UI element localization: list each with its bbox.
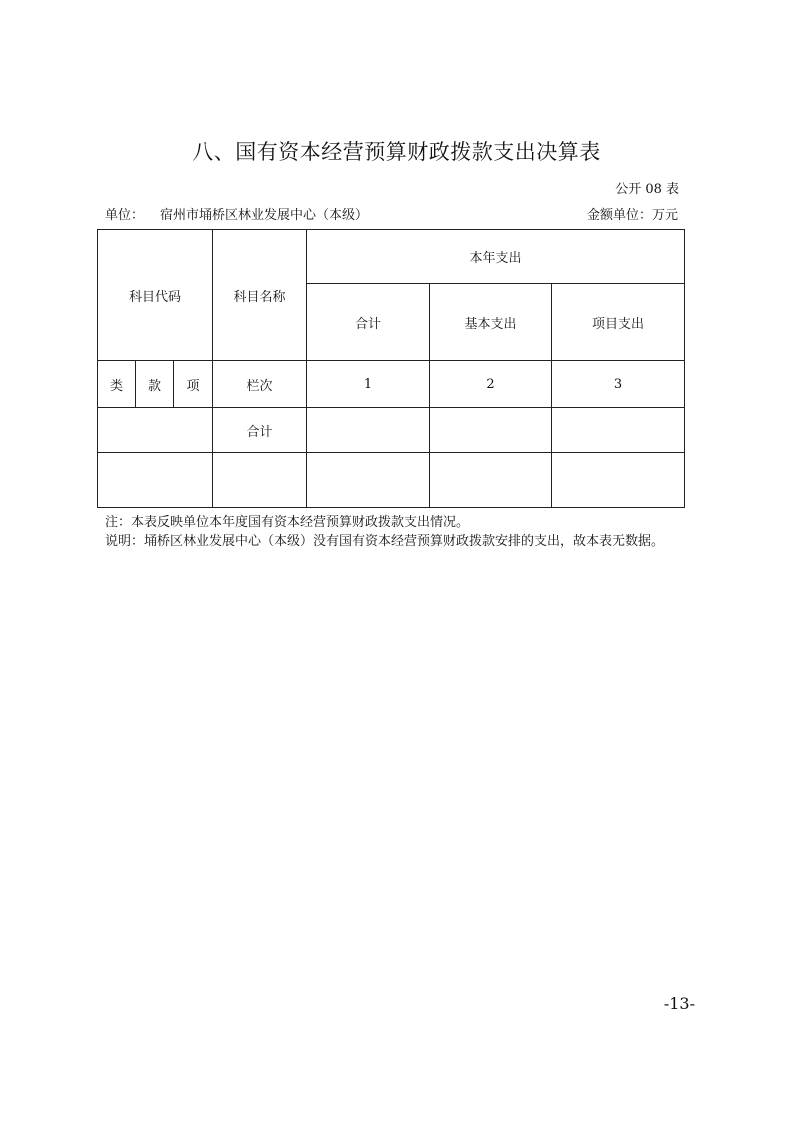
header-xiang: 项 (174, 361, 213, 408)
header-lei: 类 (98, 361, 136, 408)
cell-empty (430, 408, 552, 453)
header-year-expense: 本年支出 (307, 230, 685, 284)
cell-empty (552, 453, 685, 508)
header-subject-code: 科目代码 (98, 230, 213, 361)
cell-empty (307, 453, 430, 508)
amount-unit: 金额单位：万元 (586, 208, 678, 223)
unit-label: 单位： (105, 208, 145, 223)
header-project-expense: 项目支出 (552, 284, 685, 361)
row-lanci-label: 栏次 (213, 361, 307, 408)
header-kuan: 款 (136, 361, 174, 408)
header-subject-name: 科目名称 (213, 230, 307, 361)
expenditure-table (97, 229, 685, 508)
cell-empty (552, 408, 685, 453)
unit-line (105, 204, 368, 223)
table-row (98, 453, 685, 508)
table-row (98, 408, 685, 453)
explanation-text: 说明：埇桥区林业发展中心（本级）没有国有资本经营预算财政拨款安排的支出，故本表无数据。 (105, 534, 665, 549)
cell-empty (98, 453, 213, 508)
cell-empty (430, 453, 552, 508)
row-total-label: 合计 (213, 408, 307, 453)
column-number-2: 2 (430, 361, 552, 408)
cell-empty (307, 408, 430, 453)
header-basic-expense: 基本支出 (430, 284, 552, 361)
column-number-1: 1 (307, 361, 430, 408)
unit-name: 宿州市埇桥区林业发展中心（本级） (160, 208, 369, 223)
note-text: 注：本表反映单位本年度国有资本经营预算财政拨款支出情况。 (105, 515, 470, 530)
notes (105, 513, 690, 551)
page-title: 八、国有资本经营预算财政拨款支出决算表 (192, 140, 601, 164)
header-total: 合计 (307, 284, 430, 361)
column-number-3: 3 (552, 361, 685, 408)
cell-empty (213, 453, 307, 508)
form-number: 公开 08 表 (615, 182, 679, 197)
page-number: -13- (663, 994, 695, 1013)
cell-empty (98, 408, 213, 453)
